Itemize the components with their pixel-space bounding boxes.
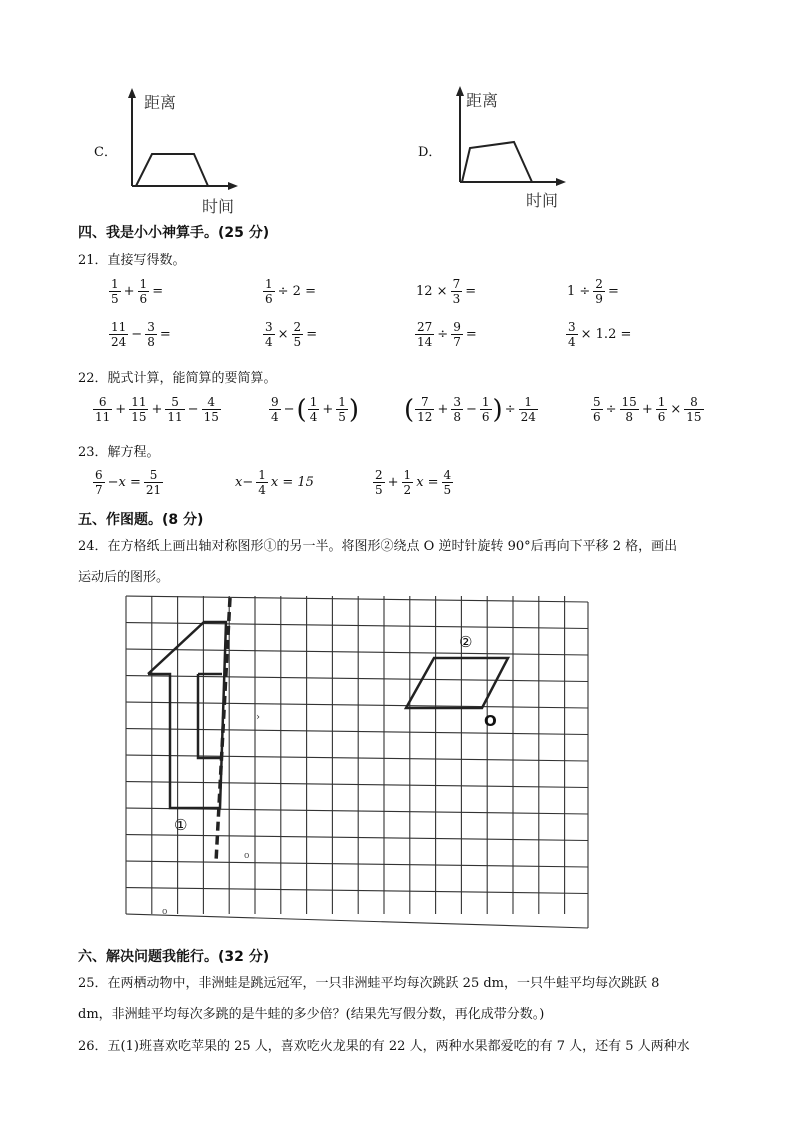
svg-text:o: o (244, 851, 250, 861)
grid-paper (122, 592, 592, 934)
q21-item-4: 1 ÷ $\frac{2}{9}$ = (567, 277, 619, 306)
q25-text-line1: 25．在两栖动物中，非洲蛙是跳远冠军，一只非洲蛙平均每次跳跃 25 dm，一只牛蛙平均每次跳跃 8 (78, 976, 660, 991)
q23-equation-1: $\frac{6}{7}$ −x = $\frac{5}{21}$ (95, 468, 162, 497)
option-c-label: C． (94, 145, 117, 160)
q21-item-6: $\frac{3}{4}$ × $\frac{2}{5}$ = (265, 320, 318, 349)
option-d-x-axis-label: 时间 (526, 191, 559, 210)
q25-text-line2: dm，非洲蛙平均每次多跳的是牛蛙的多少倍？(结果先写假分数，再化成带分数。) (78, 1007, 545, 1022)
q22-expr-1: $\frac{6}{11}$ + $\frac{11}{15}$ + $\frac{5}{11}$ − $\frac{4}{15}$ (95, 395, 219, 424)
q21-item-8: $\frac{3}{4}$ × 1.2 = (568, 320, 632, 349)
q22-expr-2: $\frac{9}{4}$ − ( $\frac{1}{4}$ + $\frac{1}{5}$ ) (271, 394, 360, 425)
q23-equation-3: $\frac{2}{5}$ + $\frac{1}{2}$ x = $\frac{4}{5}$ (375, 468, 452, 497)
q24-text-line2: 运动后的图形。 (78, 570, 170, 585)
option-c-y-axis-label: 距离 (144, 93, 177, 112)
q22-expr-3: ( $\frac{7}{12}$ + $\frac{3}{8}$ − $\frac{1}{6}$ ) ÷ $\frac{1}{24}$ (404, 394, 536, 425)
section4-title: 四、我是小小神算手。(25 分) (78, 225, 270, 241)
q21-title: 21．直接写得数。 (78, 253, 186, 268)
q22-title: 22．脱式计算，能简算的要简算。 (78, 371, 277, 386)
q21-item-3: 12 × $\frac{7}{3}$ = (416, 277, 477, 306)
q23-equation-2: x− $\frac{1}{4}$ x = 15 (235, 468, 314, 497)
point-o-label: O (484, 712, 497, 730)
q21-item-2: $\frac{1}{6}$ ÷ 2 = (265, 277, 316, 306)
svg-text:o: o (162, 907, 168, 917)
figure-2-label: ② (459, 633, 473, 651)
q26-text-line1: 26．五(1)班喜欢吃苹果的 25 人，喜欢吃火龙果的有 22 人，两种水果都爱吃的有 7 人，还有 5 人两种水 (78, 1039, 690, 1054)
option-d-y-axis-label: 距离 (466, 91, 499, 110)
section6-title: 六、解决问题我能行。(32 分) (78, 949, 270, 965)
option-c-x-axis-label: 时间 (202, 197, 235, 216)
q21-item-7: $\frac{27}{14}$ ÷ $\frac{9}{7}$ = (417, 320, 477, 349)
grid-lines (126, 596, 588, 928)
q21-item-1: $\frac{1}{5}$ + $\frac{1}{6}$ = (111, 277, 164, 306)
svg-text:›: › (256, 712, 260, 723)
figure-1-label: ① (174, 816, 188, 834)
q24-text-line1: 24．在方格纸上画出轴对称图形①的另一半。将图形②绕点 O 逆时针旋转 90°后再向下平移 2 格，画出 (78, 539, 678, 554)
q22-expr-4: $\frac{5}{6}$ ÷ $\frac{15}{8}$ + $\frac{1}{6}$ × $\frac{8}{15}$ (593, 395, 702, 424)
option-d-label: D． (418, 145, 442, 160)
section5-title: 五、作图题。(8 分) (78, 512, 204, 528)
figure-2-parallelogram (406, 658, 508, 708)
q23-title: 23．解方程。 (78, 445, 160, 460)
q21-item-5: $\frac{11}{24}$ − $\frac{3}{8}$ = (111, 320, 171, 349)
